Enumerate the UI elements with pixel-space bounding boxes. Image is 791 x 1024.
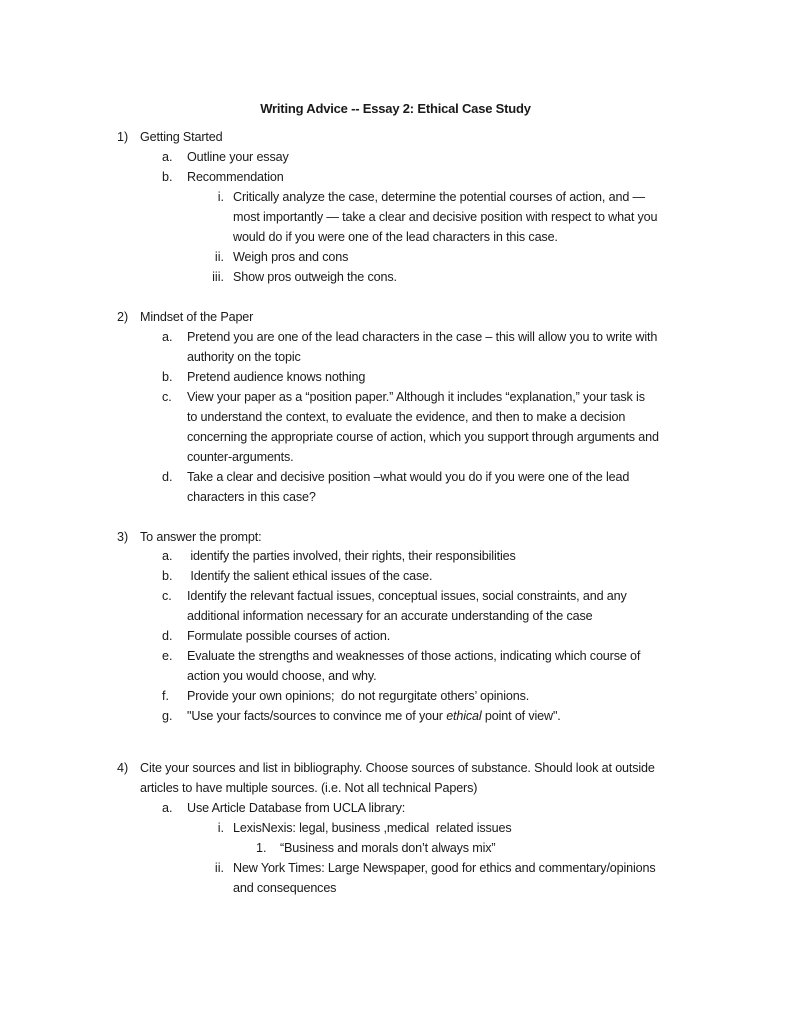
subitem-marker: i.	[217, 190, 224, 204]
list-subitem: LexisNexis: legal, business ,medical related issues	[233, 821, 512, 835]
quote-text-italic: ethical	[446, 709, 482, 723]
item-marker: a.	[162, 801, 173, 815]
section-marker: 2)	[117, 310, 129, 324]
list-item: Provide your own opinions; do not regurgitate others’ opinions.	[187, 689, 530, 703]
list-subitem: would do if you were one of the lead characters in this case.	[233, 230, 558, 244]
list-item: Identify the salient ethical issues of the case.	[187, 569, 433, 583]
list-item: Recommendation	[187, 170, 284, 184]
list-item: characters in this case?	[187, 490, 316, 504]
item-marker: g.	[162, 709, 173, 723]
list-item: to understand the context, to evaluate the evidence, and then to make a decision	[187, 410, 626, 424]
list-item: Take a clear and decisive position –what would you do if you were one of the lead	[187, 470, 630, 484]
item-marker: a.	[162, 549, 173, 563]
item-marker: b.	[162, 170, 173, 184]
item-marker: c.	[162, 390, 172, 404]
subitem-marker: i.	[217, 821, 224, 835]
list-item: Formulate possible courses of action.	[187, 629, 391, 643]
item-marker: d.	[162, 470, 173, 484]
list-item: Pretend you are one of the lead characters in the case – this will allow you to write with	[187, 330, 658, 344]
section-heading: Cite your sources and list in bibliography. Choose sources of substance. Should look at outside	[140, 761, 655, 775]
list-item: Identify the relevant factual issues, conceptual issues, social constraints, and any	[187, 589, 627, 603]
section-marker: 1)	[117, 130, 129, 144]
item-marker: b.	[162, 569, 173, 583]
list-item: Use Article Database from UCLA library:	[187, 801, 406, 815]
quote-text-before: "Use your facts/sources to convince me of your	[187, 709, 447, 723]
list-item: Outline your essay	[187, 150, 289, 164]
list-item: Pretend audience knows nothing	[187, 370, 366, 384]
section-heading: To answer the prompt:	[140, 530, 262, 544]
list-item: counter-arguments.	[187, 450, 294, 464]
list-subitem: most importantly — take a clear and decisive position with respect to what you	[233, 210, 658, 224]
subitem-marker: ii.	[214, 250, 224, 264]
list-subsubitem: “Business and morals don’t always mix”	[280, 841, 496, 855]
section-heading: Mindset of the Paper	[140, 310, 254, 324]
list-subitem: New York Times: Large Newspaper, good for ethics and commentary/opinions	[233, 861, 656, 875]
list-item: View your paper as a “position paper.” Although it includes “explanation,” your task is	[187, 390, 645, 404]
document-title: Writing Advice -- Essay 2: Ethical Case Study	[260, 101, 531, 116]
item-marker: b.	[162, 370, 173, 384]
list-item: action you would choose, and why.	[187, 669, 377, 683]
section-heading: Getting Started	[140, 130, 223, 144]
subsubitem-marker: 1.	[256, 841, 267, 855]
list-item: concerning the appropriate course of action, which you support through arguments and	[187, 430, 659, 444]
list-subitem: and consequences	[233, 881, 337, 895]
list-item: authority on the topic	[187, 350, 301, 364]
item-marker: f.	[162, 689, 169, 703]
list-item-quote	[187, 708, 561, 724]
item-marker: e.	[162, 649, 173, 663]
quote-text-after: point of view".	[481, 709, 561, 723]
item-marker: a.	[162, 150, 173, 164]
list-subitem: Weigh pros and cons	[233, 250, 349, 264]
subitem-marker: ii.	[214, 861, 224, 875]
list-item: identify the parties involved, their rights, their responsibilities	[187, 549, 516, 563]
list-item: additional information necessary for an accurate understanding of the case	[187, 609, 593, 623]
list-subitem: Show pros outweigh the cons.	[233, 270, 397, 284]
item-marker: c.	[162, 589, 172, 603]
subitem-marker: iii.	[212, 270, 224, 284]
item-marker: d.	[162, 629, 173, 643]
section-heading: articles to have multiple sources. (i.e. Not all technical Papers)	[140, 781, 478, 795]
section-marker: 3)	[117, 530, 129, 544]
section-marker: 4)	[117, 761, 129, 775]
list-item: Evaluate the strengths and weaknesses of those actions, indicating which course of	[187, 649, 641, 663]
item-marker: a.	[162, 330, 173, 344]
list-subitem: Critically analyze the case, determine the potential courses of action, and —	[233, 190, 645, 204]
